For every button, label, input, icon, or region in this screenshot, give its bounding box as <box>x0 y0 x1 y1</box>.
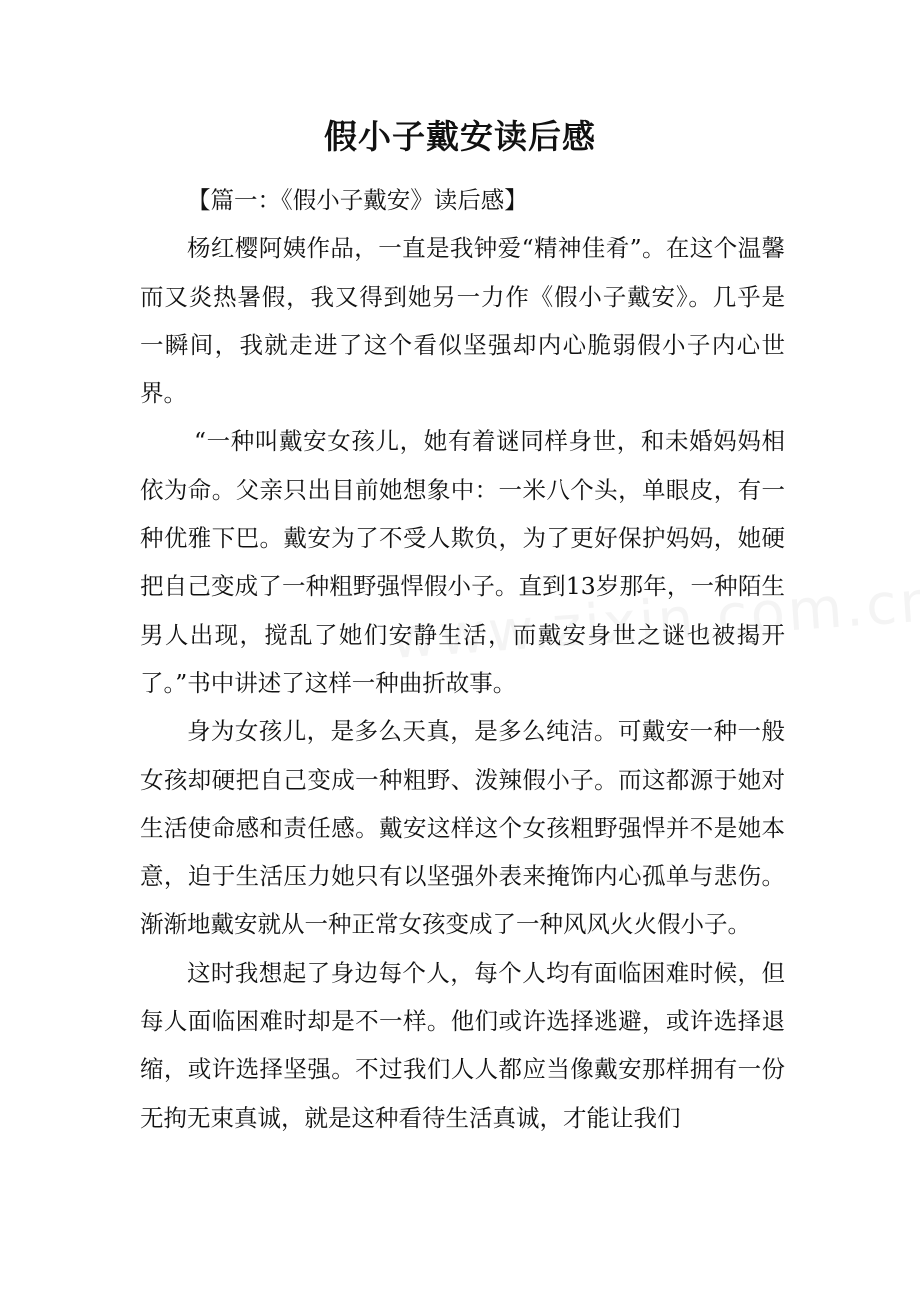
paragraph-1: 杨红樱阿姨作品，一直是我钟爱“精神佳肴”。在这个温馨而又炎热暑假，我又得到她另一力作《假小子戴安》。几乎是一瞬间，我就走进了这个看似坚强却内心脆弱假小子内心世界。 <box>140 234 785 408</box>
document-body <box>140 176 785 1142</box>
paragraph-3: 身为女孩儿，是多么天真，是多么纯洁。可戴安一种一般女孩却硬把自己变成一种粗野、泼辣假小子。而这都源于她对生活使命感和责任感。戴安这样这个女孩粗野强悍并不是她本意，迫于生活压力她只有以坚强外表来掩饰内心孤单与悲伤。渐渐地戴安就从一种正常女孩变成了一种风风火火假小子。 <box>140 717 785 939</box>
paragraph-2: “一种叫戴安女孩儿，她有着谜同样身世，和未婚妈妈相依为命。父亲只出目前她想象中：一米八个头，单眼皮，有一种优雅下巴。戴安为了不受人欺负，为了更好保护妈妈，她硬把自己变成了一种粗野强悍假小子。直到13岁那年，一种陌生男人出现，搅乱了她们安静生活，而戴安身世之谜也被揭开了。”书中讲述了这样一种曲折故事。 <box>140 427 785 697</box>
section-heading: 【篇一：《假小子戴安》读后感】 <box>187 186 528 214</box>
document-title: 假小子戴安读后感 <box>324 117 596 156</box>
paragraph-4: 这时我想起了身边每个人，每个人均有面临困难时候，但每人面临困难时却是不一样。他们或许选择逃避，或许选择退缩，或许选择坚强。不过我们人人都应当像戴安那样拥有一份无拘无束真诚，就是这种看待生活真诚，才能让我们 <box>140 958 785 1132</box>
